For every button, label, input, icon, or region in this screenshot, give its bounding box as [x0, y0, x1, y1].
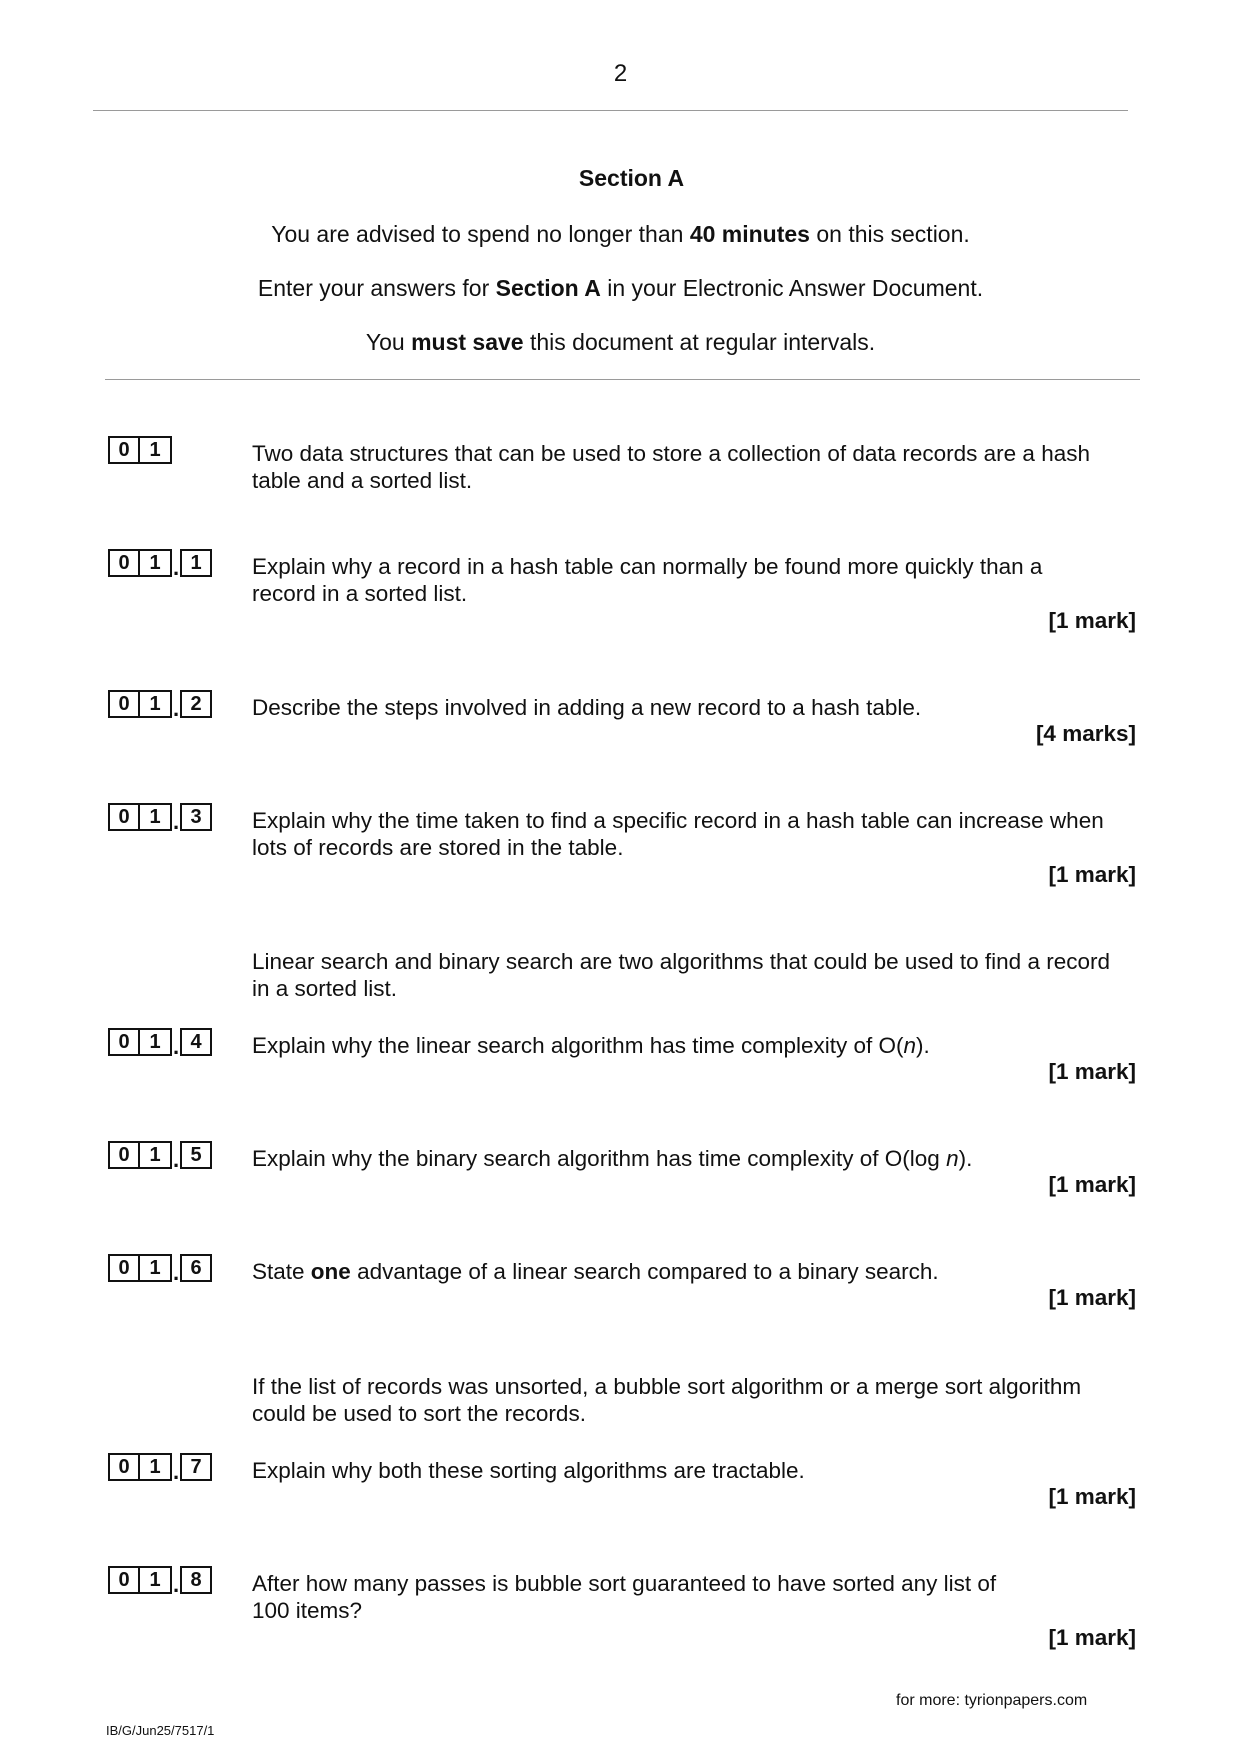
question-01-3-marks: [1 mark]: [1048, 862, 1136, 887]
section-title: Section A: [578, 165, 685, 191]
question-number-01-7: 0 1 . 7: [108, 1453, 212, 1481]
section-divider: [105, 379, 1140, 380]
question-01-2-marks: [4 marks]: [1035, 721, 1136, 746]
sort-intro-text: If the list of records was unsorted, a bubble sort algorithm or a merge sort algorithm could be used to sort the records.: [252, 1374, 1082, 1426]
question-01-6-marks: [1 mark]: [1048, 1285, 1136, 1310]
save-instruction: You must save this document at regular intervals.: [365, 329, 876, 355]
question-number-01-3: 0 1 . 3: [108, 803, 212, 831]
question-01-7-marks: [1 mark]: [1048, 1484, 1136, 1509]
question-number-01-6: 0 1 . 6: [108, 1254, 212, 1282]
question-01-4-marks: [1 mark]: [1048, 1059, 1136, 1084]
question-01-4-text: Explain why the linear search algorithm has time complexity of O(n).: [252, 1033, 930, 1058]
question-01-1-text: Explain why a record in a hash table can normally be found more quickly than a record in a sorted list.: [252, 554, 1043, 606]
question-01-text: Two data structures that can be used to store a collection of data records are a hash table and a sorted list.: [252, 441, 1090, 493]
question-01-1-marks: [1 mark]: [1048, 608, 1136, 633]
page-number: 2: [613, 60, 628, 87]
answer-instruction: Enter your answers for Section A in your Electronic Answer Document.: [257, 275, 984, 301]
question-01-6-text: State one advantage of a linear search compared to a binary search.: [252, 1259, 939, 1284]
paper-code: IB/G/Jun25/7517/1: [106, 1723, 215, 1738]
question-01-8-marks: [1 mark]: [1048, 1625, 1136, 1650]
question-number-01-4: 0 1 . 4: [108, 1028, 212, 1056]
search-intro-text: Linear search and binary search are two algorithms that could be used to find a record in a sorted list.: [252, 949, 1110, 1001]
question-number-01-8: 0 1 . 8: [108, 1566, 212, 1594]
time-advice: You are advised to spend no longer than 40 minutes on this section.: [271, 221, 970, 247]
question-number-01-5: 0 1 . 5: [108, 1141, 212, 1169]
question-01-7-text: Explain why both these sorting algorithms are tractable.: [252, 1458, 805, 1483]
footer-more-link[interactable]: for more: tyrionpapers.com: [896, 1692, 1088, 1709]
question-01-8-text: After how many passes is bubble sort guaranteed to have sorted any list of 100 items?: [252, 1571, 997, 1623]
top-divider: [93, 110, 1128, 111]
question-number-01-2: 0 1 . 2: [108, 690, 212, 718]
question-01-5-text: Explain why the binary search algorithm has time complexity of O(log n).: [252, 1146, 973, 1171]
question-01-5-marks: [1 mark]: [1048, 1172, 1136, 1197]
question-number-01-1: 0 1 . 1: [108, 549, 212, 577]
question-01-3-text: Explain why the time taken to find a specific record in a hash table can increase when lots of records are stored in the table.: [252, 808, 1104, 860]
question-01-2-text: Describe the steps involved in adding a new record to a hash table.: [252, 695, 922, 720]
question-number-01: 0 1: [108, 436, 172, 464]
